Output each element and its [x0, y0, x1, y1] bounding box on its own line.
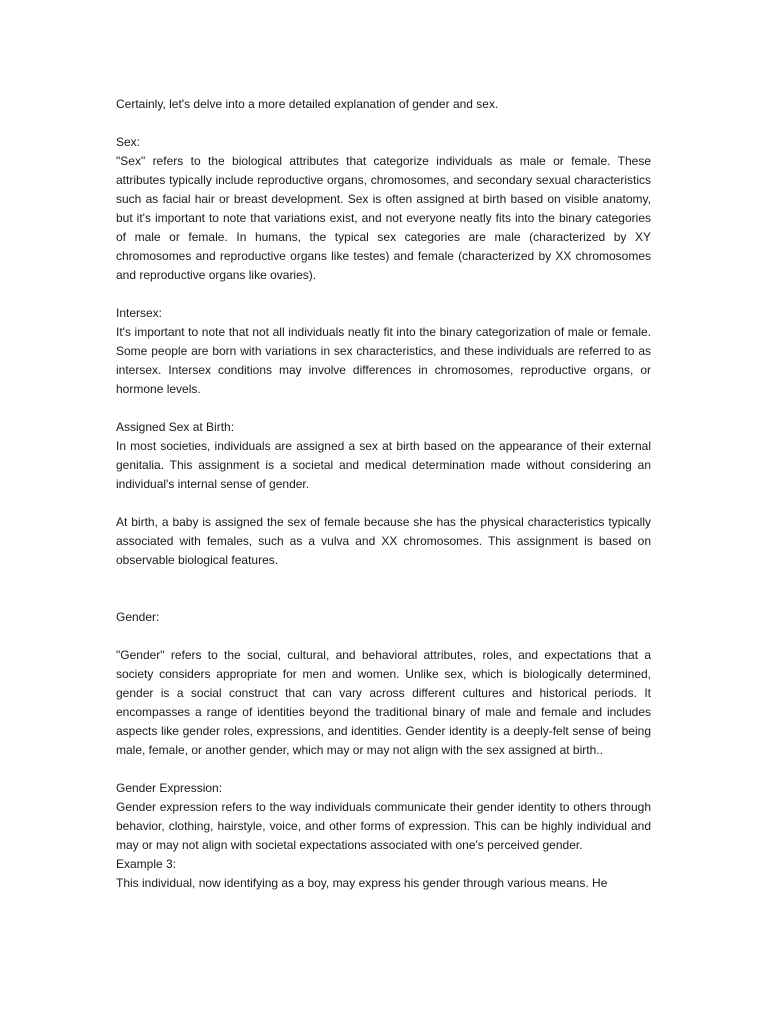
intro-text: Certainly, let's delve into a more detailed explanation of gender and sex. — [116, 97, 499, 111]
spacer — [116, 285, 651, 304]
gender-expression-paragraph: Gender expression refers to the way individuals communicate their gender identity to others through behavior, clothing, hairstyle, voice, and other forms of expression. This can be highly individual and may or may not align with societal expectations associated with one's perceived gender. — [116, 800, 651, 852]
example-3-paragraph: This individual, now identifying as a boy, may express his gender through various means. He — [116, 876, 608, 890]
sex-paragraph: "Sex" refers to the biological attributes that categorize individuals as male or female. These attributes typically include reproductive organs, chromosomes, and secondary sexual characteristics such as facial hair or breast development. Sex is often assigned at birth based on visible anatomy, but it's important to note that variations exist, and not everyone neatly fits into the binary categories of male or female. In humans, the typical sex categories are male (characterized by XY chromosomes and reproductive organs like testes) and female (characterized by XX chromosomes and reproductive organs like ovaries). — [116, 154, 651, 282]
gender-heading: Gender: — [116, 610, 160, 624]
spacer — [116, 760, 651, 779]
intersex-paragraph: It's important to note that not all individuals neatly fit into the binary categorization of male or female. Some people are born with variations in sex characteristics, and these individuals are referred to as intersex. Intersex conditions may involve differences in chromosomes, reproductive organs, or hormone levels. — [116, 325, 651, 396]
sex-heading: Sex: — [116, 135, 141, 149]
spacer — [116, 399, 651, 418]
assigned-sex-paragraph: In most societies, individuals are assigned a sex at birth based on the appearance of their external genitalia. This assignment is a societal and medical determination made without considering an individual's internal sense of gender. — [116, 439, 651, 491]
gender-paragraph: "Gender" refers to the social, cultural, and behavioral attributes, roles, and expectations that a society considers appropriate for men and women. Unlike sex, which is biologically determined, gender is a social construct that can vary across different cultures and historical periods. It encompasses a range of identities beyond the traditional binary of male and female and includes aspects like gender roles, expressions, and identities. Gender identity is a deeply-felt sense of being male, female, or another gender, which may or may not align with the sex assigned at birth.. — [116, 648, 651, 757]
spacer — [116, 114, 651, 133]
birth-example-paragraph: At birth, a baby is assigned the sex of female because she has the physical characteristics typically associated with females, such as a vulva and XX chromosomes. This assignment is based on observable biological features. — [116, 515, 651, 567]
example-3-heading: Example 3: — [116, 857, 177, 871]
gender-expression-heading: Gender Expression: — [116, 781, 223, 795]
spacer — [116, 627, 651, 646]
intersex-heading: Intersex: — [116, 306, 163, 320]
document-page — [116, 95, 651, 893]
assigned-sex-heading: Assigned Sex at Birth: — [116, 420, 235, 434]
spacer — [116, 494, 651, 513]
spacer — [116, 570, 651, 608]
